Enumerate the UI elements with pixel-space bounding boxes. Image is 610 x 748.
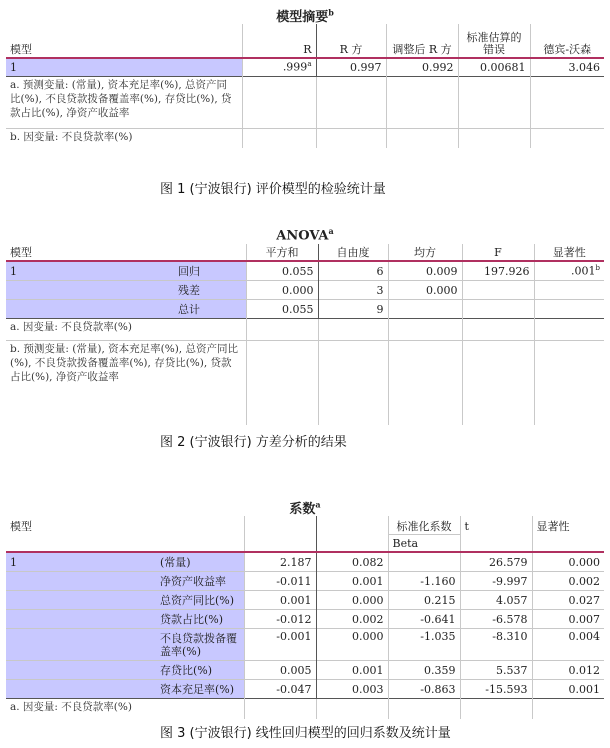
ms-value: 0.000 [388,281,462,300]
table-row[interactable] [6,610,604,629]
anova-table [6,226,604,426]
col-sig-header: 显著性 [534,244,604,261]
t-value: -8.310 [460,629,532,661]
col-t-header: t [460,516,532,534]
b-value: -0.047 [244,680,316,699]
footnote-a: a. 因变量: 不良贷款率(%) [10,321,132,333]
sig-value: 0.002 [532,572,604,591]
col-std-coef-header: 标准化系数 [388,516,460,534]
sig-value: 0.027 [532,591,604,610]
t-value: 4.057 [460,591,532,610]
se-value: 0.000 [316,591,388,610]
t-value: 26.579 [460,552,532,572]
sig-value: 0.001 [532,680,604,699]
table-row[interactable] [6,261,604,281]
model-number[interactable]: 1 [6,552,156,572]
se-value: 0.001 [316,661,388,680]
row-label[interactable]: 净资产收益率 [156,572,244,591]
caption-3: 图 3 (宁波银行) 线性回归模型的回归系数及统计量 [160,726,451,741]
f-value [462,281,534,300]
beta-value: -0.641 [388,610,460,629]
f-value [462,300,534,319]
se-value: 0.082 [316,552,388,572]
table-row[interactable] [6,58,604,76]
row-label[interactable]: 总计 [174,300,246,319]
col-model-header: 模型 [10,43,32,56]
beta-value: 0.359 [388,661,460,680]
coefficients-table [6,498,604,718]
col-beta-header: Beta [388,534,460,552]
ms-value [388,300,462,319]
beta-value: -0.863 [388,680,460,699]
sig-value: 0.007 [532,610,604,629]
col-r-square-header: R 方 [316,24,386,58]
col-std-error-header: 标准估算的错误 [458,24,530,58]
sig-value: 0.004 [532,629,604,661]
row-label[interactable]: 贷款占比(%) [156,610,244,629]
ss-value: 0.055 [246,300,318,319]
sig-value: 0.012 [532,661,604,680]
t-value: 5.537 [460,661,532,680]
row-label[interactable]: 不良贷款拨备覆盖率(%) [156,629,244,661]
anova-title: ANOVA$^a$ [276,226,334,244]
df-value: 3 [318,281,388,300]
b-value: -0.011 [244,572,316,591]
se-value: 0.003 [316,680,388,699]
beta-value: -1.035 [388,629,460,661]
row-label[interactable]: 回归 [174,261,246,281]
col-adj-r-square-header: 调整后 R 方 [386,24,458,58]
t-value: -15.593 [460,680,532,699]
se-value: 0.001 [316,572,388,591]
table-row[interactable] [6,591,604,610]
beta-value [388,552,460,572]
beta-value: 0.215 [388,591,460,610]
col-durbin-watson-header: 德宾-沃森 [530,24,604,58]
row-label[interactable]: (常量) [156,552,244,572]
table-row[interactable] [6,300,604,319]
model-summary-title: 模型摘要$^b$ [276,7,334,25]
row-label[interactable]: 总资产同比(%) [156,591,244,610]
col-df-header: 自由度 [318,244,388,261]
std-error-value: 0.00681 [458,58,530,76]
b-value: 0.001 [244,591,316,610]
table-row[interactable] [6,680,604,699]
table-row[interactable] [6,629,604,661]
table-row[interactable] [6,281,604,300]
coefficients-title: 系数$^a$ [289,499,321,517]
t-value: -9.997 [460,572,532,591]
caption-1: 图 1 (宁波银行) 评价模型的检验统计量 [160,182,386,197]
se-value: 0.002 [316,610,388,629]
table-row[interactable] [6,572,604,591]
col-model-header: 模型 [10,246,32,259]
durbin-watson-value: 3.046 [530,58,604,76]
footnote-a: a. 预测变量: (常量), 资本充足率(%), 总资产同比(%), 不良贷款拨备覆盖率(%), 存贷比(%), 贷款占比(%), 净资产收益率 [10,78,232,119]
b-value: -0.001 [244,629,316,661]
df-value: 9 [318,300,388,319]
col-sig-header: 显著性 [532,516,604,534]
footnote-b: b. 预测变量: (常量), 资本充足率(%), 总资产同比(%), 不良贷款拨备覆盖率(%), 存贷比(%), 贷款占比(%), 净资产收益率 [10,343,238,383]
adj-r-square-value: 0.992 [386,58,458,76]
footnote-a: a. 因变量: 不良贷款率(%) [10,701,132,713]
sig-value [534,300,604,319]
footnote-b: b. 因变量: 不良贷款率(%) [10,130,133,143]
table-row[interactable] [6,661,604,680]
col-r-header: R [242,24,316,58]
col-f-header: F [462,244,534,261]
col-ss-header: 平方和 [246,244,318,261]
df-value: 6 [318,261,388,281]
se-value: 0.000 [316,629,388,661]
caption-2: 图 2 (宁波银行) 方差分析的结果 [160,435,347,450]
ss-value: 0.000 [246,281,318,300]
col-model-header: 模型 [10,520,32,533]
ss-value: 0.055 [246,261,318,281]
sig-value [534,281,604,300]
f-value: 197.926 [462,261,534,281]
row-label[interactable]: 存贷比(%) [156,661,244,680]
b-value: 0.005 [244,661,316,680]
sig-value: .001$^b$ [534,261,604,281]
beta-value: -1.160 [388,572,460,591]
row-label[interactable]: 资本充足率(%) [156,680,244,699]
table-row[interactable] [6,552,604,572]
r-square-value: 0.997 [316,58,386,76]
t-value: -6.578 [460,610,532,629]
model-summary-table [6,4,604,154]
row-label[interactable]: 残差 [174,281,246,300]
col-ms-header: 均方 [388,244,462,261]
model-number[interactable]: 1 [6,261,174,281]
model-number[interactable]: 1 [6,58,242,76]
r-value: .999$^a$ [242,58,316,76]
b-value: 2.187 [244,552,316,572]
ms-value: 0.009 [388,261,462,281]
sig-value: 0.000 [532,552,604,572]
b-value: -0.012 [244,610,316,629]
